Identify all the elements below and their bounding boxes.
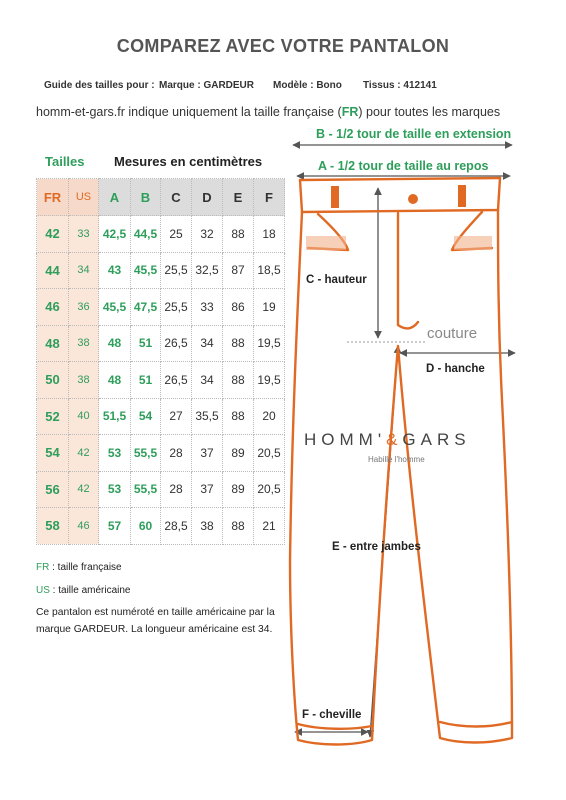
table-cell-b: 47,5 xyxy=(131,289,161,326)
table-cell-us: 33 xyxy=(69,216,99,253)
table-cell-c: 26,5 xyxy=(161,325,192,362)
label-couture: couture xyxy=(427,325,478,342)
label-c: C - hauteur xyxy=(306,274,367,286)
table-cell-f: 20 xyxy=(254,398,285,435)
table-header-a: A xyxy=(99,179,131,216)
intro-before: homm-et-gars.fr indique uniquement la taille française ( xyxy=(36,105,342,119)
page-title: COMPAREZ AVEC VOTRE PANTALON xyxy=(116,36,450,56)
legend-fr-key: FR xyxy=(36,562,50,573)
label-e: E - entre jambes xyxy=(332,541,421,553)
table-cell-e: 89 xyxy=(223,471,254,508)
table-cell-f: 18 xyxy=(254,216,285,253)
table-cell-us: 42 xyxy=(69,471,99,508)
table-cell-a: 53 xyxy=(99,471,131,508)
table-cell-a: 51,5 xyxy=(99,398,131,435)
table-cell-f: 19,5 xyxy=(254,325,285,362)
table-cell-c: 26,5 xyxy=(161,362,192,399)
table-cell-c: 25 xyxy=(161,216,192,253)
pocket-left xyxy=(306,236,346,250)
table-cell-b: 54 xyxy=(131,398,161,435)
legend-us-key: US xyxy=(36,585,50,596)
table-cell-f: 19,5 xyxy=(254,362,285,399)
table-cell-f: 20,5 xyxy=(254,471,285,508)
table-cell-b: 51 xyxy=(131,325,161,362)
table-cell-e: 88 xyxy=(223,362,254,399)
button-icon xyxy=(408,194,418,204)
table-cell-us: 34 xyxy=(69,252,99,289)
table-cell-fr: 50 xyxy=(37,362,69,399)
table-cell-b: 51 xyxy=(131,362,161,399)
legend-fr-text: : taille française xyxy=(49,562,122,573)
intro-fr: FR xyxy=(341,105,359,119)
table-cell-f: 18,5 xyxy=(254,252,285,289)
table-cell-a: 42,5 xyxy=(99,216,131,253)
model-field: Modèle : Bono xyxy=(273,80,342,91)
belt-loop-left xyxy=(331,186,339,208)
table-cell-d: 32 xyxy=(192,216,223,253)
sizes-label: Tailles xyxy=(45,154,85,169)
label-a: A - 1/2 tour de taille au repos xyxy=(318,159,489,173)
table-header-d: D xyxy=(192,179,223,216)
table-cell-fr: 46 xyxy=(37,289,69,326)
label-f: F - cheville xyxy=(302,709,362,721)
table-header-e: E xyxy=(223,179,254,216)
table-cell-d: 37 xyxy=(192,471,223,508)
table-cell-d: 32,5 xyxy=(192,252,223,289)
table-cell-e: 86 xyxy=(223,289,254,326)
table-cell-f: 20,5 xyxy=(254,435,285,472)
table-cell-a: 45,5 xyxy=(99,289,131,326)
table-cell-f: 19 xyxy=(254,289,285,326)
intro-after: ) pour toutes les marques xyxy=(358,105,501,119)
table-cell-d: 34 xyxy=(192,362,223,399)
table-cell-fr: 58 xyxy=(37,508,69,545)
table-cell-fr: 54 xyxy=(37,435,69,472)
table-cell-d: 37 xyxy=(192,435,223,472)
table-cell-e: 87 xyxy=(223,252,254,289)
table-cell-us: 40 xyxy=(69,398,99,435)
table-cell-us: 46 xyxy=(69,508,99,545)
table-cell-c: 28,5 xyxy=(161,508,192,545)
table-header-c: C xyxy=(161,179,192,216)
brand-tagline: Habille l'homme xyxy=(368,455,425,464)
brand-field: Marque : GARDEUR xyxy=(159,80,255,91)
brand-left: HOMM' xyxy=(304,430,387,449)
table-cell-b: 55,5 xyxy=(131,471,161,508)
fabric-field: Tissus : 412141 xyxy=(363,80,437,91)
table-header-fr: FR xyxy=(37,179,69,216)
table-cell-fr: 42 xyxy=(37,216,69,253)
table-cell-e: 89 xyxy=(223,435,254,472)
brand-logo xyxy=(304,430,471,450)
table-cell-a: 43 xyxy=(99,252,131,289)
table-cell-us: 42 xyxy=(69,435,99,472)
table-cell-e: 88 xyxy=(223,325,254,362)
table-cell-c: 28 xyxy=(161,435,192,472)
belt-loop-right xyxy=(458,185,466,207)
sizing-note: Ce pantalon est numéroté en taille américaine par la marque GARDEUR. La longueur américaine est 34. xyxy=(36,607,275,635)
table-cell-a: 57 xyxy=(99,508,131,545)
table-cell-fr: 56 xyxy=(37,471,69,508)
table-cell-a: 48 xyxy=(99,325,131,362)
table-cell-b: 60 xyxy=(131,508,161,545)
table-cell-fr: 44 xyxy=(37,252,69,289)
table-cell-a: 48 xyxy=(99,362,131,399)
table-header-f: F xyxy=(254,179,285,216)
table-cell-e: 88 xyxy=(223,508,254,545)
table-cell-d: 35,5 xyxy=(192,398,223,435)
table-cell-d: 34 xyxy=(192,325,223,362)
guide-label: Guide des tailles pour : xyxy=(44,80,155,91)
table-header-b: B xyxy=(131,179,161,216)
table-cell-d: 38 xyxy=(192,508,223,545)
table-cell-fr: 48 xyxy=(37,325,69,362)
table-cell-c: 25,5 xyxy=(161,252,192,289)
table-cell-b: 55,5 xyxy=(131,435,161,472)
table-cell-c: 25,5 xyxy=(161,289,192,326)
table-cell-b: 45,5 xyxy=(131,252,161,289)
table-cell-c: 27 xyxy=(161,398,192,435)
table-cell-us: 38 xyxy=(69,362,99,399)
label-b: B - 1/2 tour de taille en extension xyxy=(316,127,512,141)
table-cell-d: 33 xyxy=(192,289,223,326)
table-cell-fr: 52 xyxy=(37,398,69,435)
brand-right: GARS xyxy=(402,430,471,449)
table-cell-c: 28 xyxy=(161,471,192,508)
table-cell-a: 53 xyxy=(99,435,131,472)
table-cell-e: 88 xyxy=(223,398,254,435)
table-cell-f: 21 xyxy=(254,508,285,545)
brand-amp: & xyxy=(386,430,403,449)
pocket-right xyxy=(454,236,492,250)
table-cell-us: 38 xyxy=(69,325,99,362)
table-cell-us: 36 xyxy=(69,289,99,326)
measures-label: Mesures en centimètres xyxy=(114,154,263,169)
label-d: D - hanche xyxy=(426,363,485,375)
table-cell-e: 88 xyxy=(223,216,254,253)
table-header-us: US xyxy=(69,179,99,216)
legend-us-text: : taille américaine xyxy=(49,585,131,596)
table-cell-b: 44,5 xyxy=(131,216,161,253)
